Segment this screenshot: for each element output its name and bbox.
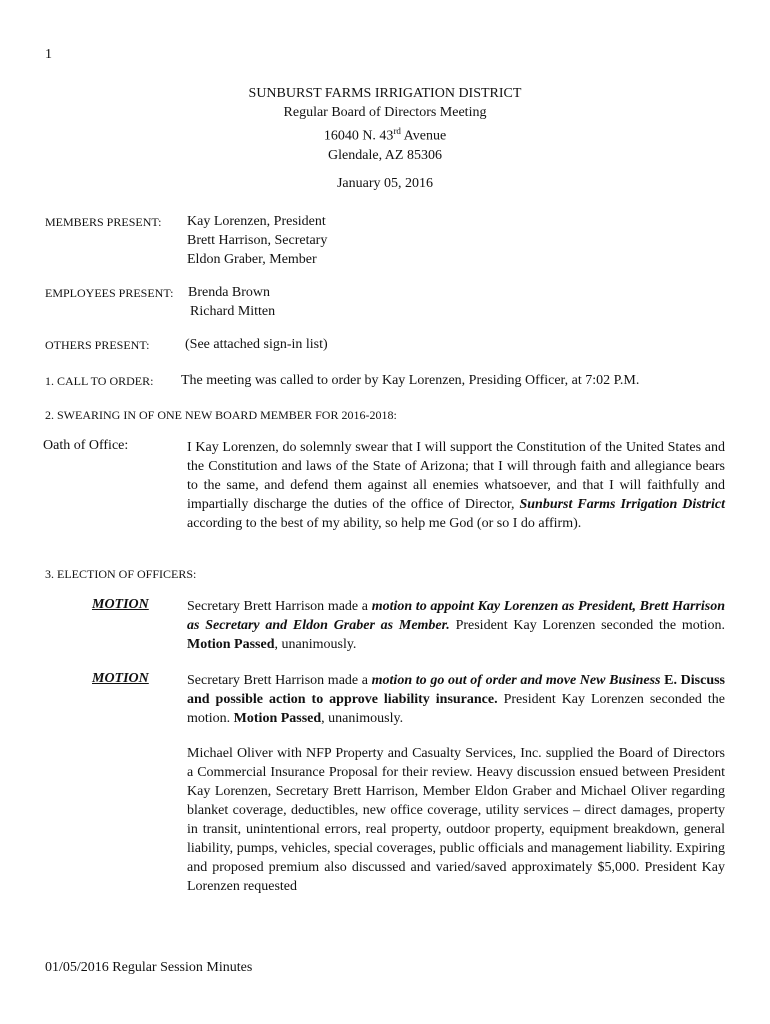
page-footer: 01/05/2016 Regular Session Minutes <box>45 960 253 975</box>
motion-label: MOTION <box>92 671 149 686</box>
oath-text <box>187 438 725 533</box>
motion-passed: Motion Passed <box>187 637 275 652</box>
others-present-value: (See attached sign-in list) <box>185 337 328 352</box>
member-name: Eldon Graber, Member <box>187 252 317 267</box>
org-name: SUNBURST FARMS IRRIGATION DISTRICT <box>248 86 522 101</box>
motion-passed: Motion Passed <box>233 711 322 726</box>
members-present-label: MEMBERS PRESENT: <box>45 215 162 229</box>
document-header <box>0 84 770 165</box>
motion-label: MOTION <box>92 597 149 612</box>
call-to-order-text: The meeting was called to order by Kay Lorenzen, Presiding Officer, at 7:02 P.M. <box>181 373 640 388</box>
meeting-address <box>0 122 770 146</box>
motion-text-part: Secretary Brett Harrison made a <box>187 599 372 614</box>
member-name: Brett Harrison, Secretary <box>187 233 328 248</box>
motion-text-part: President Kay Lorenzen seconded the motion. <box>449 618 725 633</box>
oath-label: Oath of Office: <box>43 438 129 453</box>
election-heading: 3. ELECTION OF OFFICERS: <box>45 567 197 581</box>
district-name: Sunburst Farms Irrigation District <box>519 497 726 512</box>
others-present-label: OTHERS PRESENT: <box>45 338 150 352</box>
address-number: 16040 N. 43 <box>323 128 394 144</box>
swearing-in-heading: 2. SWEARING IN OF ONE NEW BOARD MEMBER FOR 2016-2018: <box>45 408 397 422</box>
employees-list <box>188 283 275 321</box>
motion-text-part: President Kay Lorenzen seconded the motion. <box>187 692 726 726</box>
meeting-city: Glendale, AZ 85306 <box>328 147 442 163</box>
motion-2-text <box>187 671 725 728</box>
employee-name: Brenda Brown <box>188 285 271 300</box>
meeting-title: Regular Board of Directors Meeting <box>283 105 487 120</box>
member-name: Kay Lorenzen, President <box>187 214 326 229</box>
insurance-discussion: Michael Oliver with NFP Property and Casualty Services, Inc. supplied the Board of Directors a Commercial Insurance Proposal for their review. Heavy discussion ensued between President Kay Lorenzen, Secretary Brett Harrison, Member Eldon Graber and Michael Oliver regarding blanket coverage, deductibles, new office coverage, utility services – direct damages, property in transit, unintentional errors, real property, outdoor property, equipment breakdown, general liability, pumps, vehicles, special coverages, public officials and management liability. Expiring and proposed premium also discussed and varied/saved approximately $5,000. President Kay Lorenzen requested <box>187 746 725 894</box>
motion-1-text <box>187 597 725 654</box>
employees-present-label: EMPLOYEES PRESENT: <box>45 286 174 300</box>
employee-name: Richard Mitten <box>190 304 276 319</box>
address-street: Avenue <box>400 128 447 144</box>
oath-text-part: I Kay Lorenzen, do solemnly swear that I will support the Constitution of the United States and the Constitution and laws of the State of Arizona; that I will through faith and allegiance bears to the same, and defend them against all enemies whatsoever, and that I will faithfully and impartially discharge the duties of the office of Director, <box>187 440 725 512</box>
page-number: 1 <box>45 47 52 62</box>
motion-text-part: , unanimously. <box>321 711 404 726</box>
meeting-date: January 05, 2016 <box>336 176 434 191</box>
motion-emphasis: motion to appoint Kay Lorenzen as President, Brett Harrison as Secretary and Eldon Graber as Member. <box>187 599 725 633</box>
address-superscript: rd <box>393 126 401 136</box>
motion-bold: E. Discuss and possible action to approve liability insurance. <box>187 673 725 707</box>
motion-text-part: Secretary Brett Harrison made a <box>187 673 372 688</box>
motion-text-part: , unanimously. <box>274 637 357 652</box>
oath-text-part: according to the best of my ability, so help me God (or so I do affirm). <box>187 516 582 531</box>
motion-emphasis: motion to go out of order and move New Business <box>371 673 661 688</box>
members-list <box>187 212 327 269</box>
call-to-order-label: 1. CALL TO ORDER: <box>45 374 154 388</box>
